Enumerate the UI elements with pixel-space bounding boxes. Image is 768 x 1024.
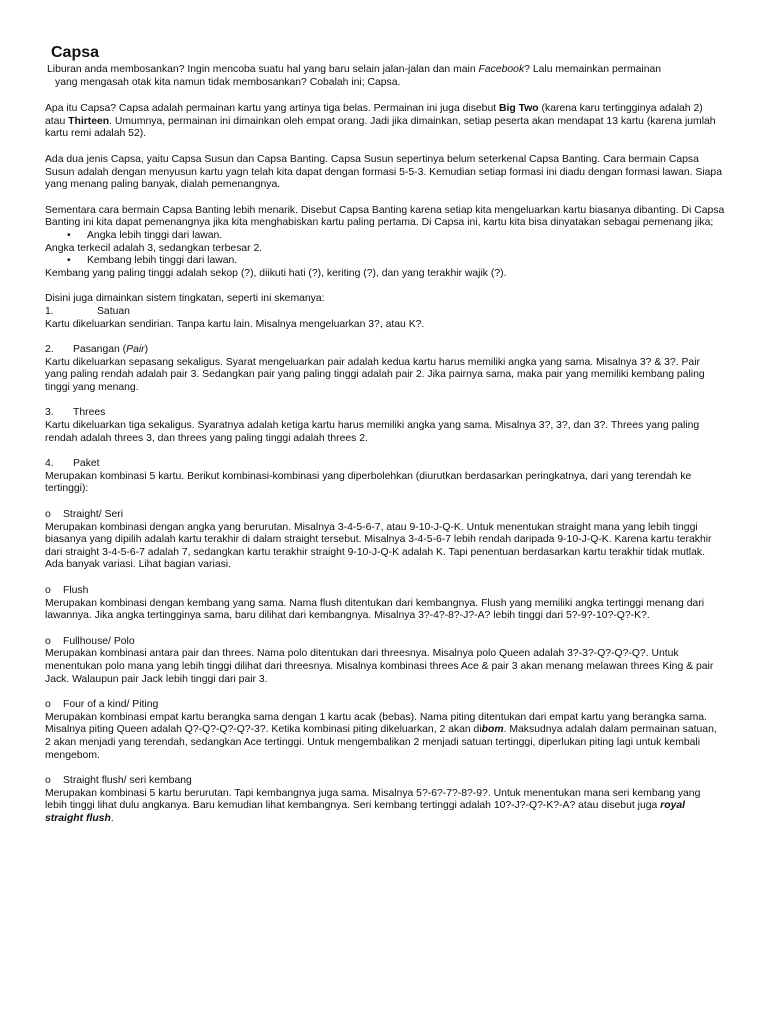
term-big-two: Big Two	[499, 103, 539, 115]
paragraph-banting: Sementara cara bermain Capsa Banting lebih menarik. Disebut Capsa Banting karena setiap kita mengeluarkan kartu biasanya dibanting. Di Capsa Banting ini kita dapat pemenangnya jika kita menghabiskan kartu paling pertama. Di Capsa ini, kartu kita bisa dinyatakan sebagai pemenang jika;	[45, 204, 725, 229]
subsection-heading-fullhouse	[45, 636, 725, 649]
intro-text: Liburan anda membosankan? Ingin mencoba suatu hal yang baru selain jalan-jalan dan main	[47, 64, 479, 75]
subsection-label: Flush	[63, 585, 89, 596]
section-number: 4.	[45, 458, 54, 470]
bullet-icon: •	[67, 255, 71, 267]
subsection-label: Four of a kind/ Piting	[63, 699, 159, 711]
system-intro: Disini juga dimainkan sistem tingkatan, seperti ini skemanya:	[45, 293, 325, 305]
subsection-text-b: . Maksudnya adalah dalam permainan satuan, 2 akan menjadi yang terendah, sedangkan Ace tertinggi. Untuk mengembalikan 2 menjadi satuan tertinggi, diperlukan piting lagi untuk kembali mengebom.	[45, 724, 717, 761]
section-text: Kartu dikeluarkan sendirian. Tanpa kartu lain. Misalnya mengeluarkan 3?, atau K?.	[45, 318, 425, 330]
subsection-heading-straight	[45, 509, 725, 522]
intro-line-2: yang mengasah otak kita namun tidak membosankan? Cobalah ini; Capsa.	[55, 76, 401, 88]
section-text: Kartu dikeluarkan sepasang sekaligus. Syarat mengeluarkan pair adalah kedua kartu harus memiliki angka yang sama. Misalnya 3? & 3?. Pair yang paling rendah adalah pair 3. Sedangkan pair yang paling tinggi adalah pair 2. Jika pairnya sama, maka pair yang memiliki kembang paling tinggi yang menang.	[45, 356, 705, 393]
p1-text-a: Apa itu Capsa? Capsa adalah permainan kartu yang artinya tiga belas. Permainan ini juga disebut	[45, 103, 500, 115]
section-number: 2.	[45, 344, 54, 356]
subsection-text-a: Merupakan kombinasi empat kartu berangka sama dengan 1 kartu acak (bebas). Nama piting ditentukan dari empat kartu yang berangka sama. Misalnya piting Queen adalah Q?-Q?-Q?-Q?-3?. Ketika kombinasi piting dikeluarkan, 2 akan di	[45, 711, 707, 736]
subsection-heading-straight-flush	[45, 775, 725, 788]
section-number: 3.	[45, 407, 54, 419]
subsection-label: Straight/ Seri	[63, 509, 124, 521]
subsection-marker: o	[45, 585, 51, 596]
intro-facebook: Facebook	[478, 64, 525, 75]
document-page	[45, 44, 725, 839]
term-royal-straight-flush: royal straight flush	[45, 800, 686, 824]
section-heading-threes	[45, 407, 725, 420]
p1-text-b: (karena karu tertingginya adalah 2) atau	[45, 103, 703, 127]
intro-paragraph	[47, 64, 725, 89]
section-number: 1.	[45, 305, 54, 317]
subsection-marker: o	[45, 699, 51, 711]
subsection-text-b: .	[110, 812, 114, 824]
subsection-heading-flush	[45, 585, 725, 598]
paragraph-what-is-capsa	[45, 103, 725, 141]
bullet-icon: •	[67, 229, 71, 241]
subsection-marker: o	[45, 775, 51, 787]
section-label: Pasangan (	[73, 344, 127, 356]
bullet-text: Kembang lebih tinggi dari lawan.	[87, 255, 238, 267]
section-heading-satuan	[45, 306, 725, 319]
subsection-text	[45, 788, 725, 826]
rule-text: Angka terkecil adalah 3, sedangkan terbesar 2.	[45, 242, 263, 254]
subsection-label: Fullhouse/ Polo	[63, 635, 135, 647]
subsection-marker: o	[45, 509, 51, 521]
subsection-label: Straight flush/ seri kembang	[63, 775, 192, 787]
section-label-italic: Pair	[126, 344, 145, 356]
bullet-text: Angka lebih tinggi dari lawan.	[87, 229, 223, 241]
rule-text: Kembang yang paling tinggi adalah sekop (?), diikuti hati (?), keriting (?), dan yang terakhir wajik (?).	[45, 267, 507, 279]
subsection-text-a: Merupakan kombinasi 5 kartu berurutan. Tapi kembangnya juga sama. Misalnya 5?-6?-7?-8?-9?. Untuk menentukan mana seri kembang yang lebih tinggi lihat dulu angkanya. Baru kemudian lihat kembangnya. Seri kembang tertinggi adalah 10?-J?-Q?-K?-A? atau disebut juga	[45, 787, 701, 812]
subsection-text: Merupakan kombinasi dengan kembang yang sama. Nama flush ditentukan dari kembangnya. Flush yang memiliki angka tertinggi menang dari lawannya. Jika angka tertingginya sama, baru dilihat dari kembangnya. Misalnya 3?-4?-8?-J?-A? lebih tinggi dari 5?-9?-10?-Q?-K?.	[45, 597, 705, 622]
term-bom: bom	[481, 724, 504, 736]
intro-text-end: ? Lalu memainkan permainan	[524, 64, 662, 75]
list-item	[45, 230, 725, 243]
term-thirteen: Thirteen	[68, 115, 110, 127]
section-text: Merupakan kombinasi 5 kartu. Berikut kombinasi-kombinasi yang diperbolehkan (diurutkan berdasarkan peringkatnya, dari yang terendah ke tertinggi):	[45, 470, 692, 495]
section-label: Satuan	[97, 305, 130, 317]
page-title: Capsa	[51, 44, 100, 61]
subsection-heading-four-of-a-kind	[45, 699, 725, 712]
section-text: Kartu dikeluarkan tiga sekaligus. Syaratnya adalah ketiga kartu harus memiliki angka yang sama. Misalnya 3?, 3?, dan 3?. Threes yang paling rendah adalah threes 3, dan threes yang paling tinggi adalah threes 2.	[45, 420, 700, 444]
subsection-marker: o	[45, 635, 51, 647]
p1-text-c: . Umumnya, permainan ini dimainkan oleh empat orang. Jadi jika dimainkan, setiap peserta akan mendapat 13 kartu (karena jumlah kartu remi adalah 52).	[45, 115, 716, 140]
section-heading-pasangan	[45, 344, 725, 357]
section-label: Threes	[73, 407, 106, 419]
paragraph-types: Ada dua jenis Capsa, yaitu Capsa Susun dan Capsa Banting. Capsa Susun sepertinya belum seterkenal Capsa Banting. Cara bermain Capsa Susun adalah dengan menyusun kartu yagn telah kita dapat dengan formasi 5-5-3. Kemudian setiap formasi ini diadu dengan formasi lawan. Siapa yang menang paling banyak, dialah pemenangnya.	[45, 153, 722, 191]
subsection-text	[45, 712, 725, 762]
section-label: Paket	[73, 458, 100, 470]
section-label-end: )	[144, 344, 149, 356]
list-item	[45, 255, 725, 268]
subsection-text: Merupakan kombinasi antara pair dan threes. Nama polo ditentukan dari threesnya. Misalnya polo Queen adalah 3?-3?-Q?-Q?-Q?. Untuk menentukan polo mana yang lebih tinggi dilihat dari threesnya. Misalnya kombinasi threes Ace & pair 3 akan menang melawan threes King & pair Jack. Walaupun pair Jack lebih tinggi dari pair 3.	[45, 648, 714, 685]
subsection-text: Merupakan kombinasi dengan angka yang berurutan. Misalnya 3-4-5-6-7, atau 9-10-J-Q-K. Untuk menentukan straight mana yang lebih tinggi biasanya yang dipilih adalah kartu terakhir di dalam straight tersebut. Misalnya 3-4-5-6-7 lebih rendah daripada 9-10-J-Q-K. Karena kartu terakhir dari straight 3-4-5-6-7 adalah 7, sedangkan kartu terakhir straight 9-10-J-Q-K adalah K. Tapi penentuan berdasarkan kartu terakhir tidak mutlak. Ada banyak variasi. Lihat bagian variasi.	[45, 521, 712, 571]
section-heading-paket	[45, 458, 725, 471]
